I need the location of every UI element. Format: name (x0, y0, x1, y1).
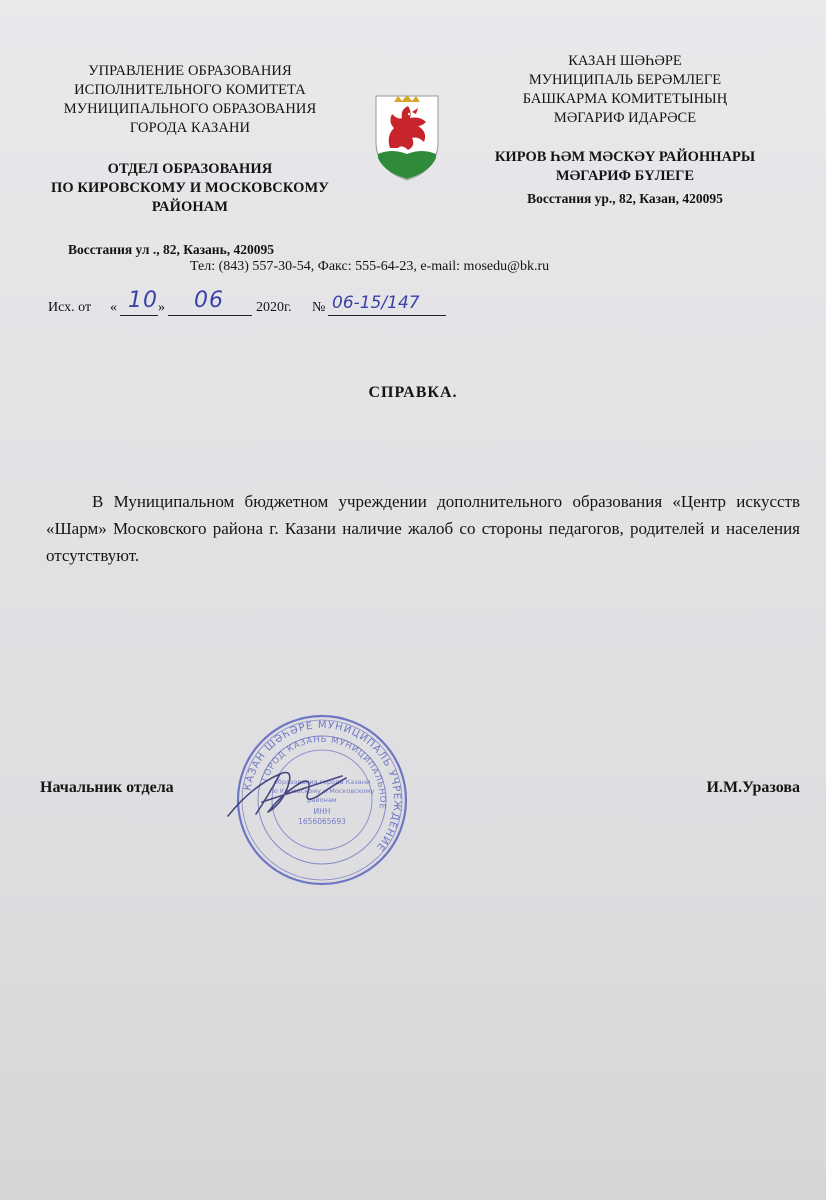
dept-line: МӘГАРИФ БҮЛЕГЕ (555, 168, 695, 184)
stamp-center-line: районам (307, 796, 337, 804)
handwritten-signature-icon (222, 756, 362, 828)
stamp-outer-text: КАЗАН ШӘҺӘРЕ МУНИЦИПАЛЬ УЧРЕЖДЕНИЕ (242, 719, 403, 854)
dept-block-right (470, 148, 780, 208)
dept-line: ПО КИРОВСКОМУ И МОСКОВСКОМУ (50, 180, 330, 196)
stamp-center-line: по Кировскому и Московскому (269, 787, 375, 795)
org-line: КАЗАН ШӘҺӘРЕ (568, 53, 682, 69)
org-line: МӘГАРИФ ИДАРӘСЕ (553, 110, 697, 126)
handwritten-month: 06 (194, 288, 224, 313)
stamp-inn-number: 1656065693 (298, 817, 346, 826)
org-line: ИСПОЛНИТЕЛЬНОГО КОМИТЕТА (74, 82, 306, 98)
signatory-position: Начальник отдела (40, 779, 174, 796)
header-right (470, 52, 780, 208)
month-underline (168, 315, 252, 316)
org-line: МУНИЦИПАЛЬНОГО ОБРАЗОВАНИЯ (63, 101, 317, 117)
handwritten-number: 06-15/147 (332, 293, 420, 313)
header-left (40, 62, 340, 217)
org-line: УПРАВЛЕНИЕ ОБРАЗОВАНИЯ (88, 63, 292, 79)
stamp-inn-label: ИНН (313, 807, 331, 816)
contact-line: Тел: (843) 557-30-54, Факс: 555-64-23, e-mail: mosedu@bk.ru (190, 259, 550, 274)
handwritten-day: 10 (128, 288, 158, 313)
outgoing-reference (48, 288, 568, 330)
number-underline (328, 315, 446, 316)
day-underline (120, 315, 158, 316)
outgoing-year: 2020г. (256, 300, 292, 315)
org-line: БАШКАРМА КОМИТЕТЫНЫҢ (522, 91, 728, 107)
stamp-inner-text: ГОРОД КАЗАНЬ МУНИЦИПАЛЬНОЕ (260, 734, 388, 811)
outgoing-prefix: Исх. от (48, 300, 92, 315)
dept-line: КИРОВ ҺӘМ МӘСКӘҮ РАЙОННАРЫ (494, 149, 756, 165)
kazan-coat-of-arms-icon (372, 92, 442, 182)
signatory-name: И.М.Уразова (706, 779, 800, 796)
number-label: № (312, 300, 326, 315)
address-right: Восстания ур., 82, Казан, 420095 (527, 191, 723, 206)
address-left: Восстания ул ., 82, Казань, 420095 (68, 242, 274, 257)
stamp-center-line: образования города Казани (273, 778, 371, 786)
body-paragraph: В Муниципальном бюджетном учреждении дополнительного образования «Центр искусств «Шарм» Московского района г. Казани наличие жалоб со стороны педагогов, родителей и населения отсутствуют. (46, 492, 800, 565)
document-title: СПРАВКА. (368, 384, 458, 401)
open-quote: « (110, 300, 117, 315)
org-line: МУНИЦИПАЛЬ БЕРӘМЛЕГЕ (528, 72, 722, 88)
dept-line: ОТДЕЛ ОБРАЗОВАНИЯ (107, 161, 273, 177)
dept-line: РАЙОНАМ (151, 199, 229, 215)
close-quote: » (158, 300, 165, 315)
dept-block-left (40, 160, 340, 217)
signature-row (40, 779, 800, 803)
org-line: ГОРОДА КАЗАНИ (129, 120, 251, 136)
